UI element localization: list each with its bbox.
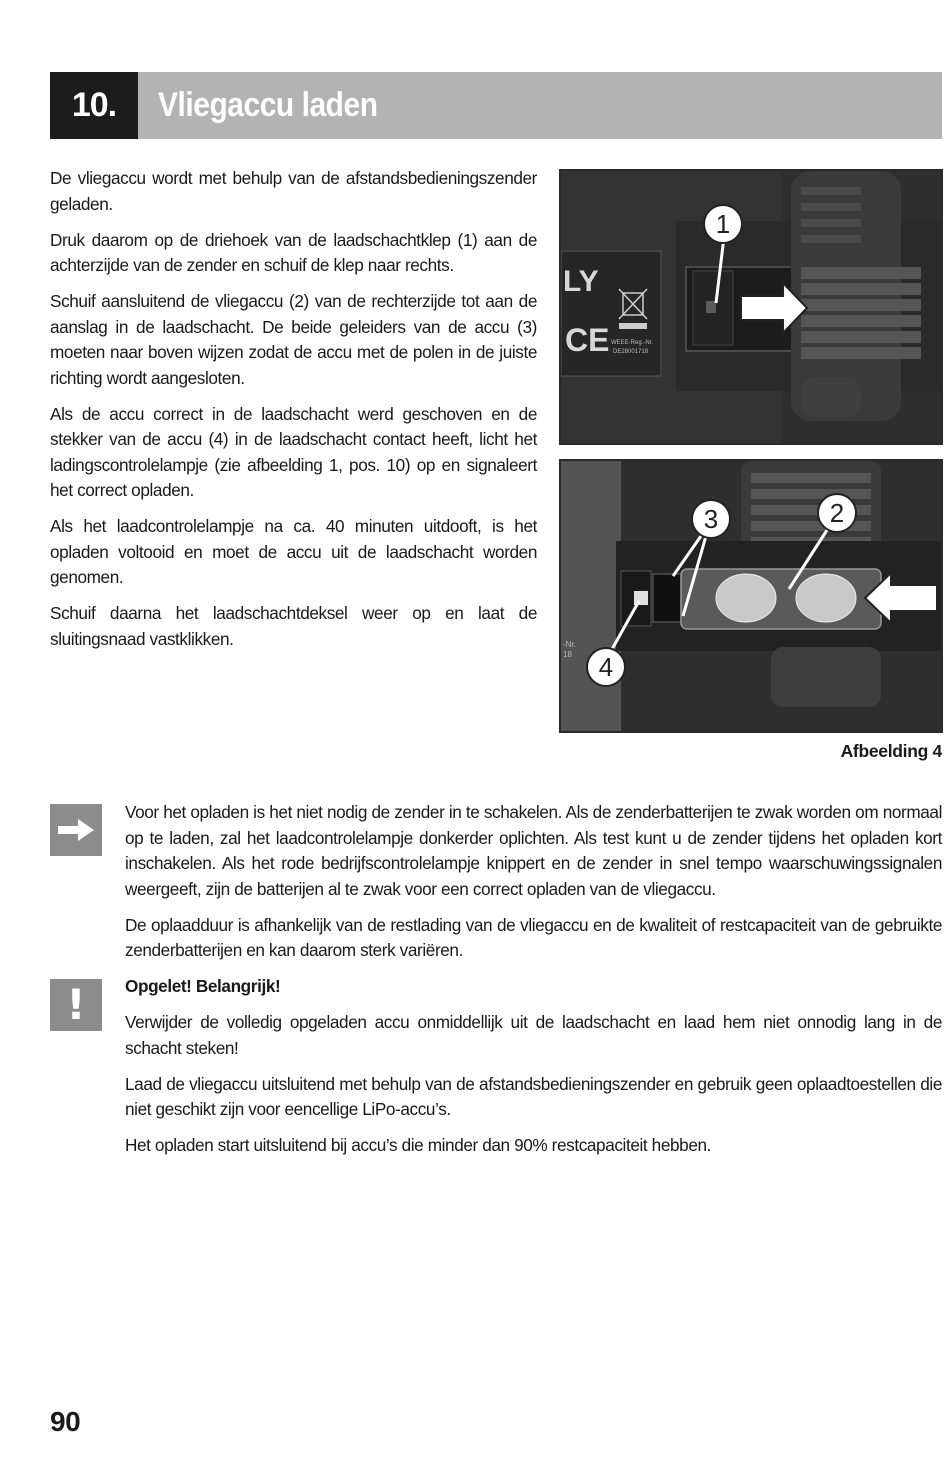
warning-title: Opgelet! Belangrijk! xyxy=(125,976,281,996)
paragraph: Als de accu correct in de laadschacht werd geschoven en de stekker van de accu (4) in de laadschacht contact heeft, licht het ladingscontrolelampje (zie afbeelding 1, pos. 10) op en signaleert het correct opladen. xyxy=(50,403,537,500)
paragraph: Schuif daarna het laadschachtdeksel weer op en laat de sluitingsnaad vastklikken. xyxy=(50,603,537,649)
paragraph: Als het laadcontrolelampje na ca. 40 minuten uitdooft, is het opladen voltooid en moet de accu uit de laadschacht worden genomen. xyxy=(50,516,537,587)
label-weee-line1: WEEE-Reg.-Nr. xyxy=(611,340,654,346)
figure-photo-cover xyxy=(559,169,943,445)
label-bottom-fragment1: -Nr. xyxy=(563,640,576,649)
label-brand-fragment: LY xyxy=(563,265,599,298)
svg-text:2: 2 xyxy=(829,498,845,528)
info-paragraph: Voor het opladen is het niet nodig de zender in te schakelen. Als de zenderbatterijen te zwak worden om normaal op te laden, zal het laadcontrolelampje donkerder oplichten. Als test kunt u de zender tijdens het opladen kort inschakelen. Als het rode bedrijfscontrolelampje knippert en de zender in snel tempo waarschuwingssignalen weergeeft, zijn de batterijen al te zwak voor een correct opladen van de vliegaccu. xyxy=(125,802,942,899)
paragraph: Druk daarom op de driehoek van de laadschachtklep (1) aan de achterzijde van de zender en schuif de klep naar rechts. xyxy=(50,229,537,275)
figure-caption: Afbeelding 4 xyxy=(840,741,942,761)
page-number: 90 xyxy=(50,1406,81,1437)
ribbed-grip xyxy=(741,461,881,551)
label-ce-mark: CE xyxy=(565,322,610,358)
notes-column xyxy=(125,800,942,1169)
warning-paragraph: Verwijder de volledig opgeladen accu onmiddellijk uit de laadschacht en laad hem niet onnodig lang in de schacht steken! xyxy=(125,1012,942,1058)
exclamation-icon: ! xyxy=(50,979,102,1031)
info-paragraph: De oplaadduur is afhankelijk van de restlading van de vliegaccu en de kwaliteit of restcapaciteit van de gebruikte zenderbatterijen en kan daarom sterk variëren. xyxy=(125,914,942,960)
arrow-right-icon xyxy=(50,804,102,856)
callout-3 xyxy=(692,500,730,538)
paragraph: Schuif aansluitend de vliegaccu (2) van de rechterzijde tot aan de aanslag in de laadschacht. De beide geleiders van de accu (3) moeten naar boven wijzen zodat de accu met de polen in de juiste richting wordt aangesloten. xyxy=(50,291,537,388)
chapter-number: 10. xyxy=(50,72,138,139)
svg-text:1: 1 xyxy=(715,209,731,239)
callout-4 xyxy=(587,648,625,686)
battery-pack xyxy=(681,569,881,629)
callout-1 xyxy=(704,205,742,243)
warning-paragraph: Laad de vliegaccu uitsluitend met behulp van de afstandsbedieningszender en gebruik geen oplaadtoestellen die niet geschikt zijn voor eencellige LiPo-accu’s. xyxy=(125,1073,942,1119)
svg-text:3: 3 xyxy=(703,504,719,534)
label-weee-line2: DE28001718 xyxy=(613,349,649,355)
figure-photo-battery xyxy=(559,459,943,733)
paragraph: De vliegaccu wordt met behulp van de afstandsbedieningszender geladen. xyxy=(50,168,537,214)
warning-paragraph: Het opladen start uitsluitend bij accu’s die minder dan 90% restcapaciteit hebben. xyxy=(125,1135,712,1155)
instructions-column xyxy=(50,166,537,663)
chapter-title: Vliegaccu laden xyxy=(158,86,378,124)
label-bottom-fragment2: 18 xyxy=(563,650,572,659)
svg-text:4: 4 xyxy=(598,652,614,682)
callout-2 xyxy=(818,494,856,532)
